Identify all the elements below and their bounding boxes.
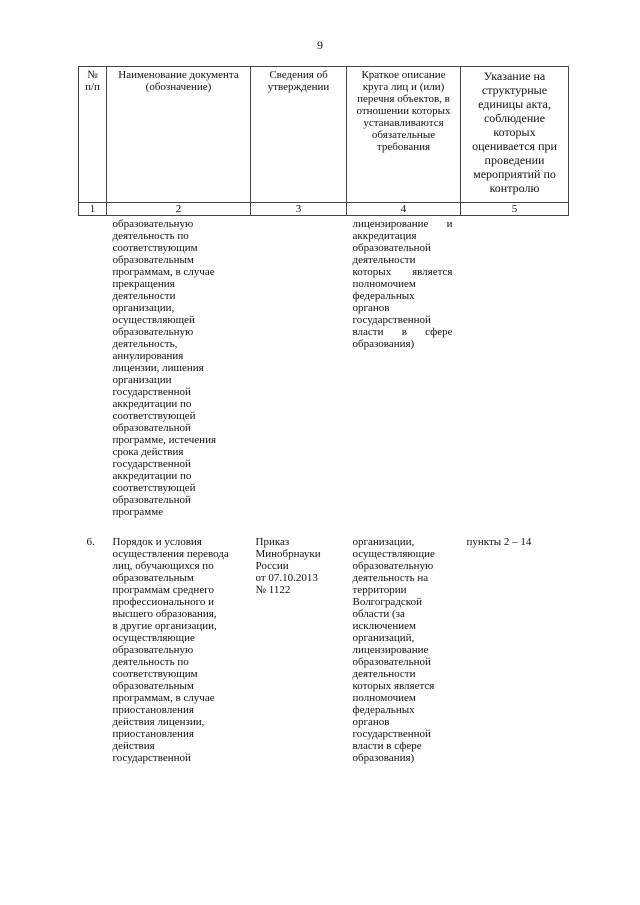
cell-approval: [251, 536, 347, 764]
table-header-row: [79, 67, 569, 203]
text-line: органов: [352, 716, 390, 728]
text-line: России: [255, 560, 289, 572]
text-line: области (за: [352, 608, 405, 620]
text-line: территории: [352, 584, 407, 596]
cell-description: [347, 536, 461, 764]
table-row-continuation: [79, 216, 569, 519]
text-line: соответствующей: [112, 410, 196, 422]
cell-document-name: [107, 216, 251, 519]
text-line: полномочием: [352, 692, 416, 704]
text-line: действия лицензии,: [112, 716, 205, 728]
text-line: приостановления: [112, 728, 194, 740]
text-line: полномочием: [352, 278, 416, 290]
text-line: деятельность на: [352, 572, 429, 584]
text-line: лицензирование и: [352, 218, 453, 230]
text-line: Приказ: [255, 536, 290, 548]
cell-description: [347, 216, 461, 519]
text-line: образовательную: [112, 326, 194, 338]
header-number: № п/п: [79, 67, 107, 203]
cell-document-name: [107, 536, 251, 764]
text-line: срока действия: [112, 446, 184, 458]
text-line: деятельность по: [112, 656, 189, 668]
text-line: организации,: [352, 536, 415, 548]
text-line: образования): [352, 752, 415, 764]
text-line: осуществляющие: [352, 548, 435, 560]
text-line: организации,: [112, 302, 175, 314]
text-line: программам, в случае: [112, 266, 215, 278]
text-line: образовательным: [112, 680, 194, 692]
text-line: органов: [352, 302, 390, 314]
text-line: исключением: [352, 620, 416, 632]
text-line: № 1122: [255, 584, 291, 596]
text-line: организации: [112, 374, 172, 386]
text-line: государственной: [352, 314, 431, 326]
cell-approval: [251, 216, 347, 519]
text-line: государственной: [112, 386, 191, 398]
text-line: действия: [112, 740, 155, 752]
text-line: соответствующим: [112, 668, 198, 680]
text-line: соответствующей: [112, 482, 196, 494]
text-line: аккредитации по: [112, 470, 192, 482]
column-number: 5: [461, 203, 569, 216]
text-line: Волгоградской: [352, 596, 422, 608]
text-line: высшего образования,: [112, 608, 217, 620]
text-line: прекращения: [112, 278, 175, 290]
text-line: государственной: [112, 752, 191, 764]
text-line: аккредитации по: [112, 398, 192, 410]
text-line: Минобрнауки: [255, 548, 321, 560]
text-line: образовательной: [112, 494, 191, 506]
text-line: деятельности: [352, 668, 416, 680]
text-line: в другие организации,: [112, 620, 217, 632]
cell-num: [79, 216, 107, 519]
text-line: образовательной: [352, 242, 431, 254]
text-line: деятельность по: [112, 230, 189, 242]
header-document-name: Наименование документа (обозначение): [107, 67, 251, 203]
text-line: программам среднего: [112, 584, 214, 596]
text-line: образовательную: [112, 218, 194, 230]
text-line: федеральных: [352, 704, 415, 716]
text-line: организаций,: [352, 632, 415, 644]
text-line: деятельности: [352, 254, 416, 266]
text-line: профессионального и: [112, 596, 214, 608]
text-line: осуществления перевода: [112, 548, 229, 560]
text-line: образовательной: [352, 656, 431, 668]
text-line: от 07.10.2013: [255, 572, 318, 584]
column-number: 1: [79, 203, 107, 216]
text-line: программе: [112, 506, 164, 518]
column-number: 2: [107, 203, 251, 216]
column-number: 3: [251, 203, 347, 216]
text-line: образовательной: [112, 422, 191, 434]
text-line: лицензирование: [352, 644, 429, 656]
text-line: образовательным: [112, 572, 194, 584]
text-line: лицензии, лишения: [112, 362, 204, 374]
text-line: образовательную: [112, 644, 194, 656]
cell-structural-units: [461, 216, 569, 519]
text-line: государственной: [112, 458, 191, 470]
column-numbers-row: [79, 203, 569, 216]
text-line: которых является: [352, 266, 453, 278]
text-line: власти в сфере: [352, 326, 453, 338]
text-line: образования): [352, 338, 415, 350]
text-line: деятельности: [112, 290, 176, 302]
text-line: образовательную: [352, 560, 434, 572]
text-line: лиц, обучающихся по: [112, 560, 214, 572]
text-line: которых является: [352, 680, 435, 692]
text-line: Порядок и условия: [112, 536, 202, 548]
text-line: соответствующим: [112, 242, 198, 254]
text-line: власти в сфере: [352, 740, 422, 752]
text-line: осуществляющие: [112, 632, 195, 644]
header-description: Краткое описание круга лиц и (или) перечня объектов, в отношении которых устанавливаются обязательные требования: [347, 67, 461, 203]
text-line: аккредитация: [352, 230, 417, 242]
text-line: осуществляющей: [112, 314, 195, 326]
requirements-table: [78, 66, 569, 764]
text-line: образовательным: [112, 254, 194, 266]
text-line: программам, в случае: [112, 692, 215, 704]
header-approval-info: Сведения об утверждении: [251, 67, 347, 203]
header-structural-units: Указание на структурные единицы акта, соблюдение которых оценивается при проведении мероприятий по контролю: [461, 67, 569, 203]
column-number: 4: [347, 203, 461, 216]
text-line: аннулирования: [112, 350, 184, 362]
text-line: программе, истечения: [112, 434, 217, 446]
text-line: приостановления: [112, 704, 194, 716]
table-row: [79, 536, 569, 764]
page-number: 9: [317, 38, 323, 52]
cell-num: 6.: [86, 536, 95, 548]
text-line: деятельность,: [112, 338, 178, 350]
text-line: федеральных: [352, 290, 415, 302]
cell-structural-units: пункты 2 – 14: [466, 536, 532, 548]
text-line: государственной: [352, 728, 431, 740]
